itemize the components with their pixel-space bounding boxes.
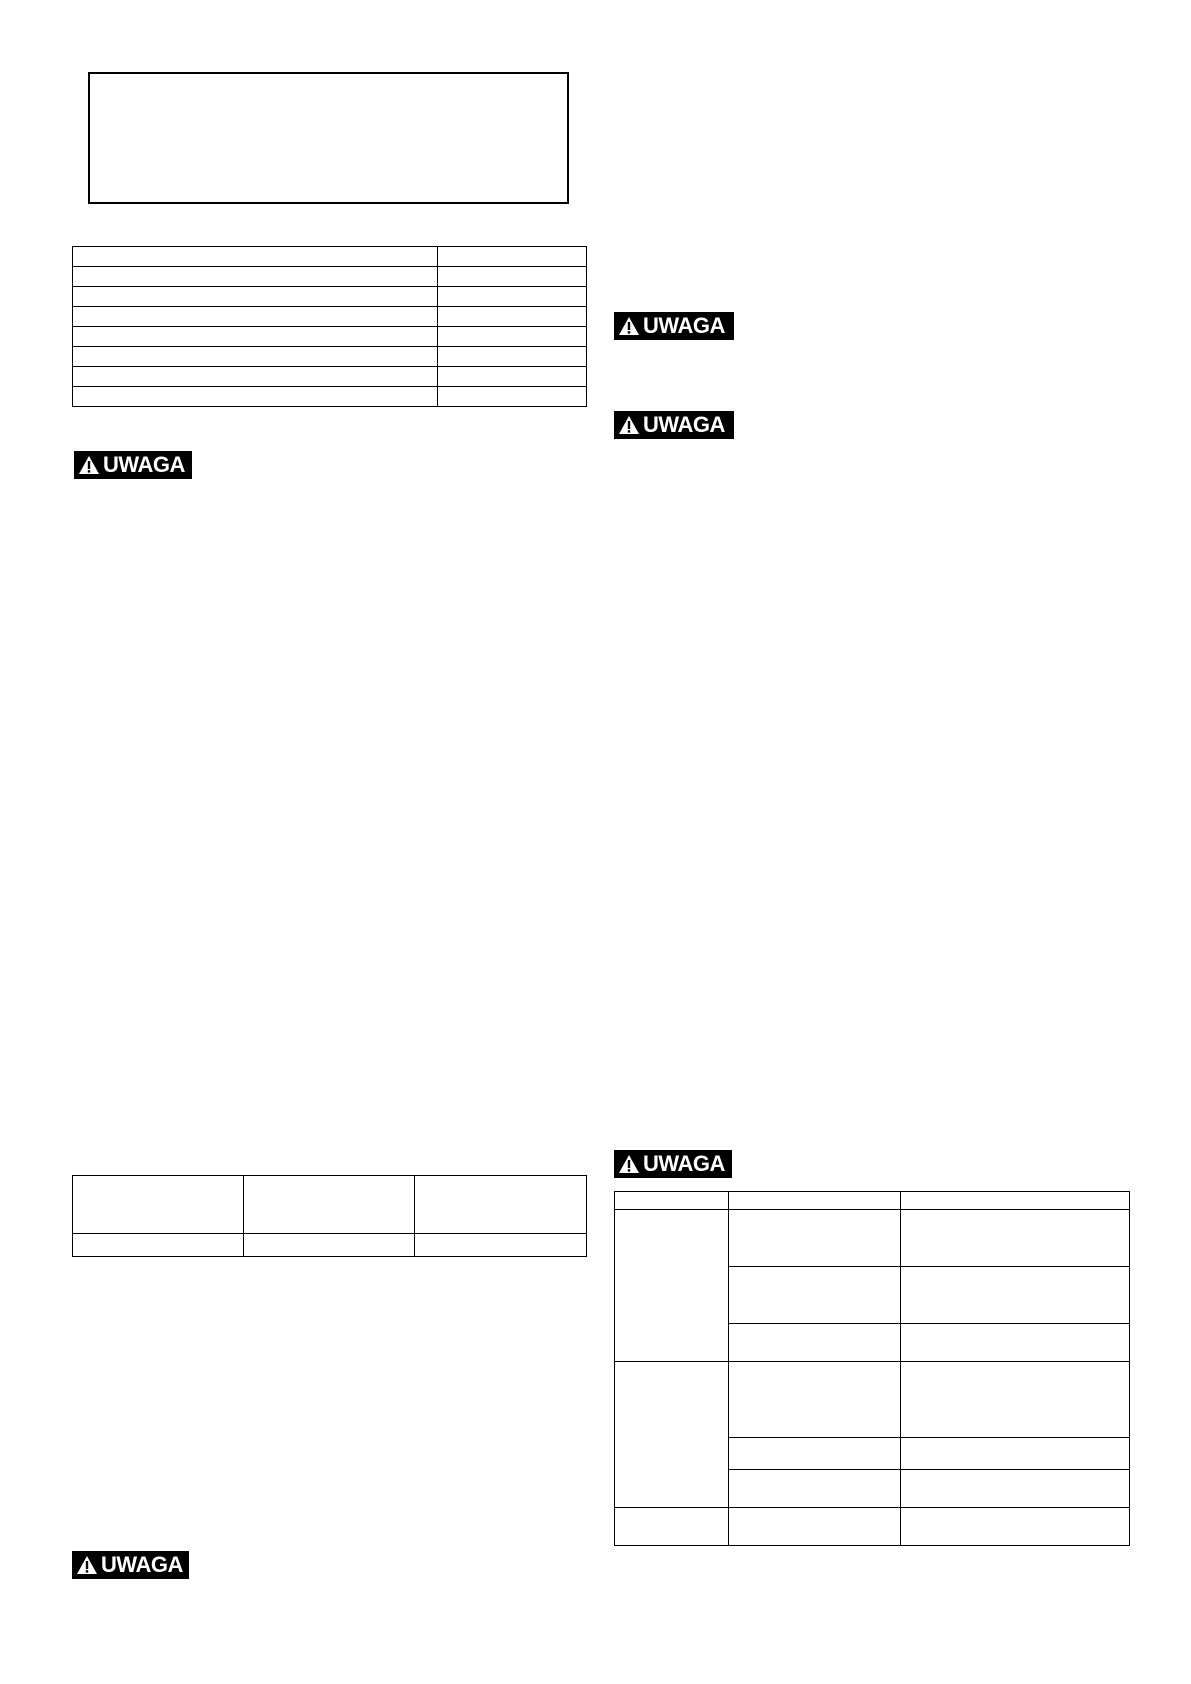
- warning-badge: [614, 411, 734, 439]
- specification-table: [72, 246, 587, 407]
- table-header-row: [615, 1192, 1130, 1210]
- warning-badge: [74, 451, 192, 479]
- warning-triangle-icon: [78, 455, 100, 475]
- warning-triangle-icon: [618, 1154, 640, 1174]
- table-row: [73, 387, 587, 407]
- warning-triangle-icon: [618, 316, 640, 336]
- table-row: [73, 287, 587, 307]
- troubleshooting-table: [614, 1191, 1130, 1546]
- warning-label: UWAGA: [101, 1552, 183, 1577]
- table-group-cell: [615, 1210, 729, 1362]
- table-header-row: [73, 1176, 587, 1234]
- table-row: [73, 327, 587, 347]
- table-row: [615, 1508, 1130, 1546]
- table-row: [73, 267, 587, 287]
- table-row: [615, 1362, 1130, 1438]
- warning-triangle-icon: [76, 1555, 98, 1575]
- warning-label: UWAGA: [643, 313, 725, 338]
- warning-triangle-icon: [618, 415, 640, 435]
- table-row: [73, 1234, 587, 1257]
- table-group-cell: [615, 1362, 729, 1508]
- warning-label: UWAGA: [643, 1151, 725, 1176]
- three-column-table: [72, 1175, 587, 1257]
- warning-label: UWAGA: [103, 452, 185, 477]
- warning-label: UWAGA: [643, 412, 725, 437]
- warning-badge: [614, 312, 734, 340]
- table-row: [73, 247, 587, 267]
- table-row: [615, 1210, 1130, 1267]
- framed-notice-box: [88, 72, 569, 204]
- table-row: [73, 347, 587, 367]
- warning-badge: [72, 1551, 189, 1579]
- table-row: [73, 367, 587, 387]
- table-row: [73, 307, 587, 327]
- warning-badge: [614, 1150, 732, 1178]
